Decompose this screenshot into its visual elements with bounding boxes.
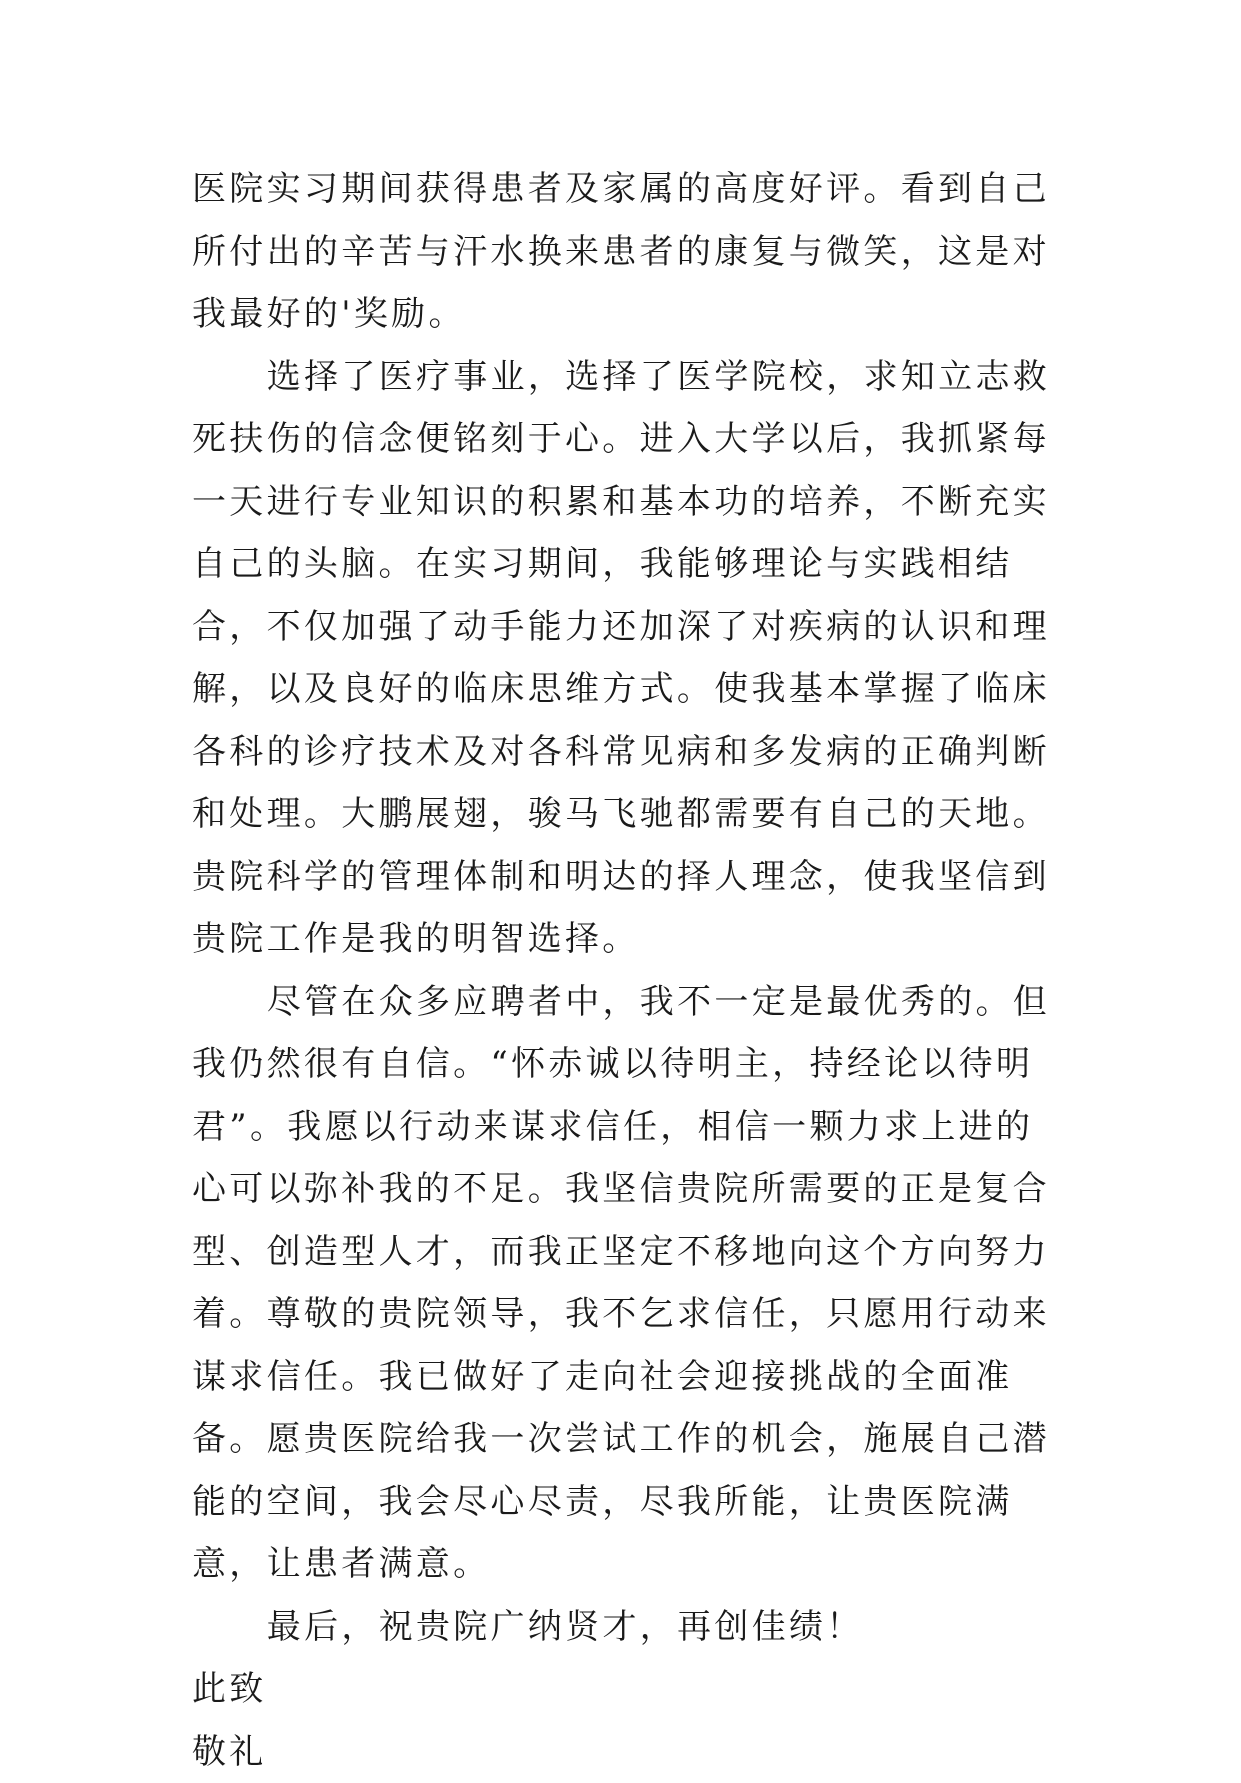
paragraph-internship-praise: 医院实习期间获得患者及家属的高度好评。看到自己所付出的辛苦与汗水换来患者的康复与微笑，这是对我最好的'奖励。 (192, 158, 1052, 346)
closing-regards: 敬礼 (192, 1721, 1052, 1783)
paragraph-confidence: 尽管在众多应聘者中，我不一定是最优秀的。但我仍然很有自信。“怀赤诚以待明主，持经论以待明君”。我愿以行动来谋求信任，相信一颗力求上进的心可以弥补我的不足。我坚信贵院所需要的正是复合型、创造型人才，而我正坚定不移地向这个方向努力着。尊敬的贵院领导，我不乞求信任，只愿用行动来谋求信任。我已做好了走向社会迎接挑战的全面准备。愿贵医院给我一次尝试工作的机会，施展自己潜能的空间，我会尽心尽责，尽我所能，让贵医院满意，让患者满意。 (192, 971, 1052, 1596)
paragraph-career-choice: 选择了医疗事业，选择了医学院校，求知立志救死扶伤的信念便铭刻于心。进入大学以后，我抓紧每一天进行专业知识的积累和基本功的培养，不断充实自己的头脑。在实习期间，我能够理论与实践相结合，不仅加强了动手能力还加深了对疾病的认识和理解，以及良好的临床思维方式。使我基本掌握了临床各科的诊疗技术及对各科常见病和多发病的正确判断和处理。大鹏展翅，骏马飞驰都需要有自己的天地。贵院科学的管理体制和明达的择人理念，使我坚信到贵院工作是我的明智选择。 (192, 346, 1052, 971)
letter-body (192, 158, 1052, 1783)
closing-salutation: 此致 (192, 1658, 1052, 1721)
paragraph-closing-wish: 最后，祝贵院广纳贤才，再创佳绩！ (192, 1596, 1052, 1659)
